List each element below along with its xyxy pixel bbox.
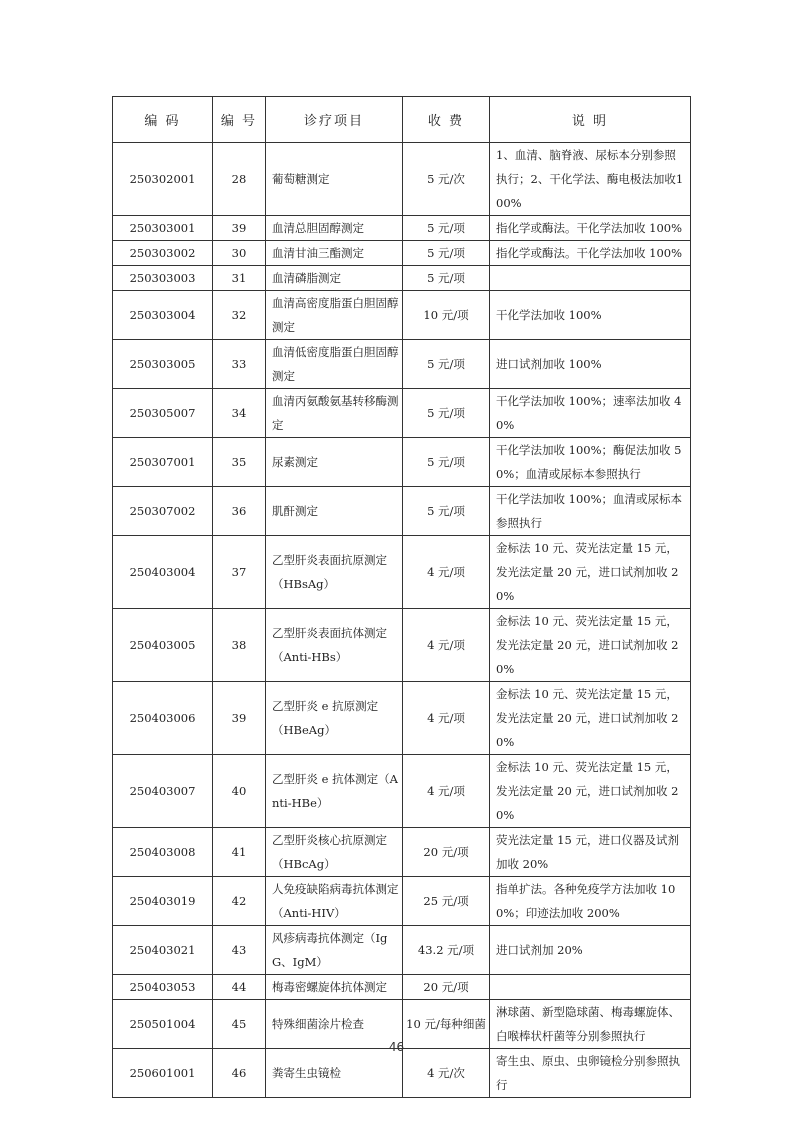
- cell-note: 金标法 10 元、荧光法定量 15 元，发光法定量 20 元，进口试剂加收 20%: [490, 536, 691, 609]
- table-row: [113, 389, 691, 438]
- cell-number: 46: [213, 1049, 266, 1098]
- table-row: [113, 682, 691, 755]
- cell-code: 250403006: [113, 682, 213, 755]
- cell-code: 250303002: [113, 241, 213, 266]
- cell-code: 250403021: [113, 926, 213, 975]
- cell-code: 250307002: [113, 487, 213, 536]
- cell-number: 28: [213, 143, 266, 216]
- table-row: [113, 438, 691, 487]
- cell-fee: 5 元/项: [403, 340, 490, 389]
- fee-table: [112, 96, 691, 1098]
- cell-note: [490, 975, 691, 1000]
- cell-fee: 20 元/项: [403, 975, 490, 1000]
- cell-item: 血清丙氨酸氨基转移酶测定: [266, 389, 403, 438]
- cell-code: 250403005: [113, 609, 213, 682]
- cell-number: 30: [213, 241, 266, 266]
- cell-note: [490, 266, 691, 291]
- page-number: 46: [388, 1040, 405, 1054]
- table-row: [113, 291, 691, 340]
- cell-item: 乙型肝炎核心抗原测定（HBcAg）: [266, 828, 403, 877]
- cell-fee: 10 元/项: [403, 291, 490, 340]
- table-row: [113, 828, 691, 877]
- cell-number: 34: [213, 389, 266, 438]
- cell-code: 250302001: [113, 143, 213, 216]
- cell-item: 血清甘油三酯测定: [266, 241, 403, 266]
- cell-code: 250403008: [113, 828, 213, 877]
- cell-item: 特殊细菌涂片检查: [266, 1000, 403, 1049]
- cell-fee: 4 元/项: [403, 682, 490, 755]
- cell-fee: 5 元/项: [403, 389, 490, 438]
- table-row: [113, 216, 691, 241]
- cell-number: 37: [213, 536, 266, 609]
- cell-item: 血清磷脂测定: [266, 266, 403, 291]
- cell-note: 金标法 10 元、荧光法定量 15 元，发光法定量 20 元，进口试剂加收 20%: [490, 609, 691, 682]
- cell-number: 45: [213, 1000, 266, 1049]
- cell-item: 粪寄生虫镜检: [266, 1049, 403, 1098]
- cell-fee: 5 元/项: [403, 216, 490, 241]
- cell-fee: 10 元/每种细菌: [403, 1000, 490, 1049]
- cell-item: 血清低密度脂蛋白胆固醇测定: [266, 340, 403, 389]
- cell-item: 乙型肝炎表面抗体测定（Anti-HBs）: [266, 609, 403, 682]
- cell-note: 指化学或酶法。干化学法加收 100%: [490, 241, 691, 266]
- cell-item: 肌酐测定: [266, 487, 403, 536]
- cell-note: 干化学法加收 100%；酶促法加收 50%；血清或尿标本参照执行: [490, 438, 691, 487]
- cell-fee: 4 元/次: [403, 1049, 490, 1098]
- cell-code: 250501004: [113, 1000, 213, 1049]
- cell-code: 250403019: [113, 877, 213, 926]
- header-note: 说 明: [490, 97, 691, 143]
- table-row: [113, 487, 691, 536]
- cell-item: 尿素测定: [266, 438, 403, 487]
- cell-fee: 43.2 元/项: [403, 926, 490, 975]
- header-number: 编 号: [213, 97, 266, 143]
- table-row: [113, 536, 691, 609]
- cell-code: 250303001: [113, 216, 213, 241]
- cell-number: 41: [213, 828, 266, 877]
- header-item: 诊疗项目: [266, 97, 403, 143]
- table-row: [113, 755, 691, 828]
- cell-note: 指单扩法。各种免疫学方法加收 100%；印迹法加收 200%: [490, 877, 691, 926]
- cell-code: 250601001: [113, 1049, 213, 1098]
- cell-code: 250303003: [113, 266, 213, 291]
- cell-number: 31: [213, 266, 266, 291]
- cell-note: 干化学法加收 100%；血清或尿标本参照执行: [490, 487, 691, 536]
- table-row: [113, 926, 691, 975]
- cell-item: 乙型肝炎表面抗原测定（HBsAg）: [266, 536, 403, 609]
- cell-note: 进口试剂加收 100%: [490, 340, 691, 389]
- cell-fee: 5 元/项: [403, 487, 490, 536]
- cell-number: 44: [213, 975, 266, 1000]
- table-row: [113, 1049, 691, 1098]
- cell-item: 风疹病毒抗体测定（IgG、IgM）: [266, 926, 403, 975]
- cell-fee: 4 元/项: [403, 609, 490, 682]
- cell-note: 金标法 10 元、荧光法定量 15 元，发光法定量 20 元，进口试剂加收 20%: [490, 755, 691, 828]
- cell-code: 250403004: [113, 536, 213, 609]
- cell-number: 43: [213, 926, 266, 975]
- cell-code: 250403053: [113, 975, 213, 1000]
- cell-code: 250403007: [113, 755, 213, 828]
- cell-note: 金标法 10 元、荧光法定量 15 元，发光法定量 20 元，进口试剂加收 20%: [490, 682, 691, 755]
- cell-number: 40: [213, 755, 266, 828]
- cell-code: 250307001: [113, 438, 213, 487]
- cell-note: 干化学法加收 100%；速率法加收 40%: [490, 389, 691, 438]
- cell-number: 36: [213, 487, 266, 536]
- cell-item: 人免疫缺陷病毒抗体测定（Anti-HIV）: [266, 877, 403, 926]
- cell-fee: 5 元/项: [403, 438, 490, 487]
- cell-number: 38: [213, 609, 266, 682]
- cell-fee: 5 元/次: [403, 143, 490, 216]
- header-fee: 收 费: [403, 97, 490, 143]
- cell-item: 乙型肝炎 e 抗原测定（HBeAg）: [266, 682, 403, 755]
- cell-fee: 4 元/项: [403, 755, 490, 828]
- cell-fee: 5 元/项: [403, 241, 490, 266]
- table-row: [113, 877, 691, 926]
- table-row: [113, 975, 691, 1000]
- cell-note: 干化学法加收 100%: [490, 291, 691, 340]
- cell-number: 32: [213, 291, 266, 340]
- cell-item: 血清高密度脂蛋白胆固醇测定: [266, 291, 403, 340]
- table-row: [113, 609, 691, 682]
- table-body: [113, 143, 691, 1098]
- cell-note: 淋球菌、新型隐球菌、梅毒螺旋体、白喉棒状杆菌等分别参照执行: [490, 1000, 691, 1049]
- cell-item: 乙型肝炎 e 抗体测定（Anti-HBe）: [266, 755, 403, 828]
- cell-note: 荧光法定量 15 元，进口仪器及试剂加收 20%: [490, 828, 691, 877]
- table-row: [113, 143, 691, 216]
- cell-number: 35: [213, 438, 266, 487]
- table-row: [113, 340, 691, 389]
- cell-code: 250303005: [113, 340, 213, 389]
- cell-item: 葡萄糖测定: [266, 143, 403, 216]
- cell-note: 1、血清、脑脊液、尿标本分别参照执行；2、干化学法、酶电极法加收100%: [490, 143, 691, 216]
- table-row: [113, 241, 691, 266]
- cell-note: 寄生虫、原虫、虫卵镜检分别参照执行: [490, 1049, 691, 1098]
- table-header-row: [113, 97, 691, 143]
- cell-note: 指化学或酶法。干化学法加收 100%: [490, 216, 691, 241]
- cell-number: 39: [213, 216, 266, 241]
- cell-number: 39: [213, 682, 266, 755]
- header-code: 编 码: [113, 97, 213, 143]
- cell-fee: 4 元/项: [403, 536, 490, 609]
- cell-item: 梅毒密螺旋体抗体测定: [266, 975, 403, 1000]
- cell-fee: 5 元/项: [403, 266, 490, 291]
- cell-code: 250305007: [113, 389, 213, 438]
- cell-number: 33: [213, 340, 266, 389]
- cell-fee: 25 元/项: [403, 877, 490, 926]
- cell-fee: 20 元/项: [403, 828, 490, 877]
- cell-number: 42: [213, 877, 266, 926]
- table-row: [113, 266, 691, 291]
- cell-code: 250303004: [113, 291, 213, 340]
- cell-item: 血清总胆固醇测定: [266, 216, 403, 241]
- cell-note: 进口试剂加 20%: [490, 926, 691, 975]
